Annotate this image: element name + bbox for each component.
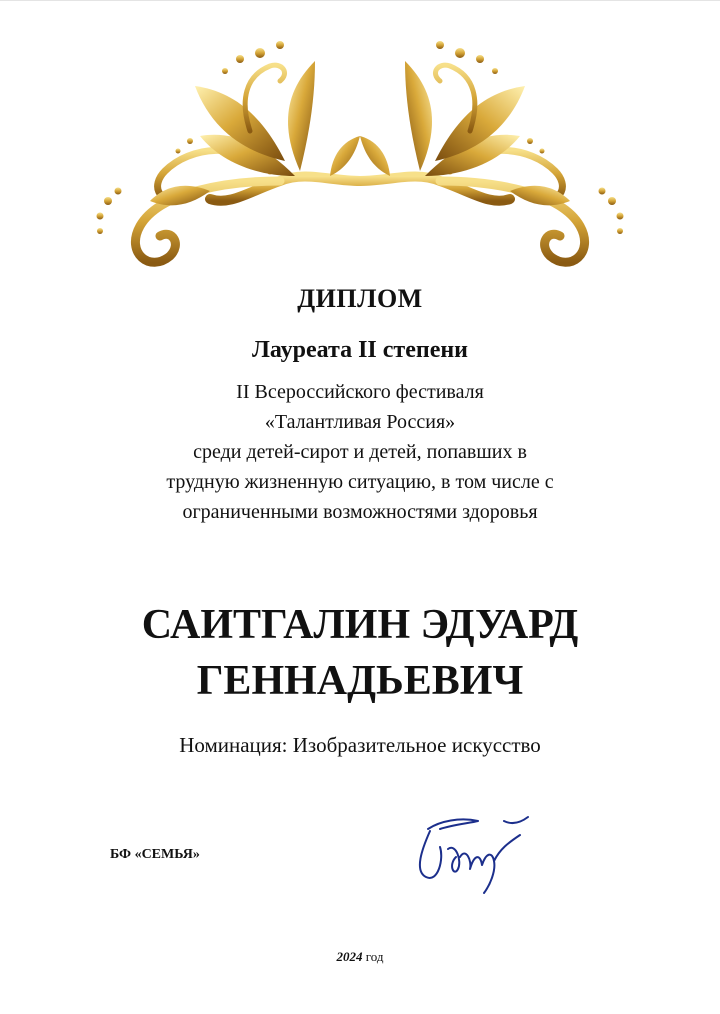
nomination: Номинация: Изобразительное искусство [179,733,541,757]
recipient-name-line: ГЕННАДЬЕВИЧ [196,658,524,704]
gold-ornament-icon [70,31,650,281]
diploma-degree: Лауреата II степени [251,337,469,363]
recipient-name [0,597,720,709]
festival-description [60,377,660,527]
year [0,949,720,965]
signature-icon [400,799,540,899]
organization-name: БФ «СЕМЬЯ» [110,847,200,862]
diploma-title: ДИПЛОМ [297,284,423,313]
festival-line: ограниченными возможностями здоровья [182,501,538,523]
year-number: 2024 [336,949,363,964]
festival-line: II Всероссийского фестиваля [236,381,484,403]
festival-line: трудную жизненную ситуацию, в том числе с [166,471,554,493]
year-suffix: год [365,949,384,964]
festival-line: «Талантливая Россия» [264,411,456,433]
recipient-name-line: САИТГАЛИН ЭДУАРД [141,602,579,648]
festival-line: среди детей-сирот и детей, попавших в [193,441,527,463]
